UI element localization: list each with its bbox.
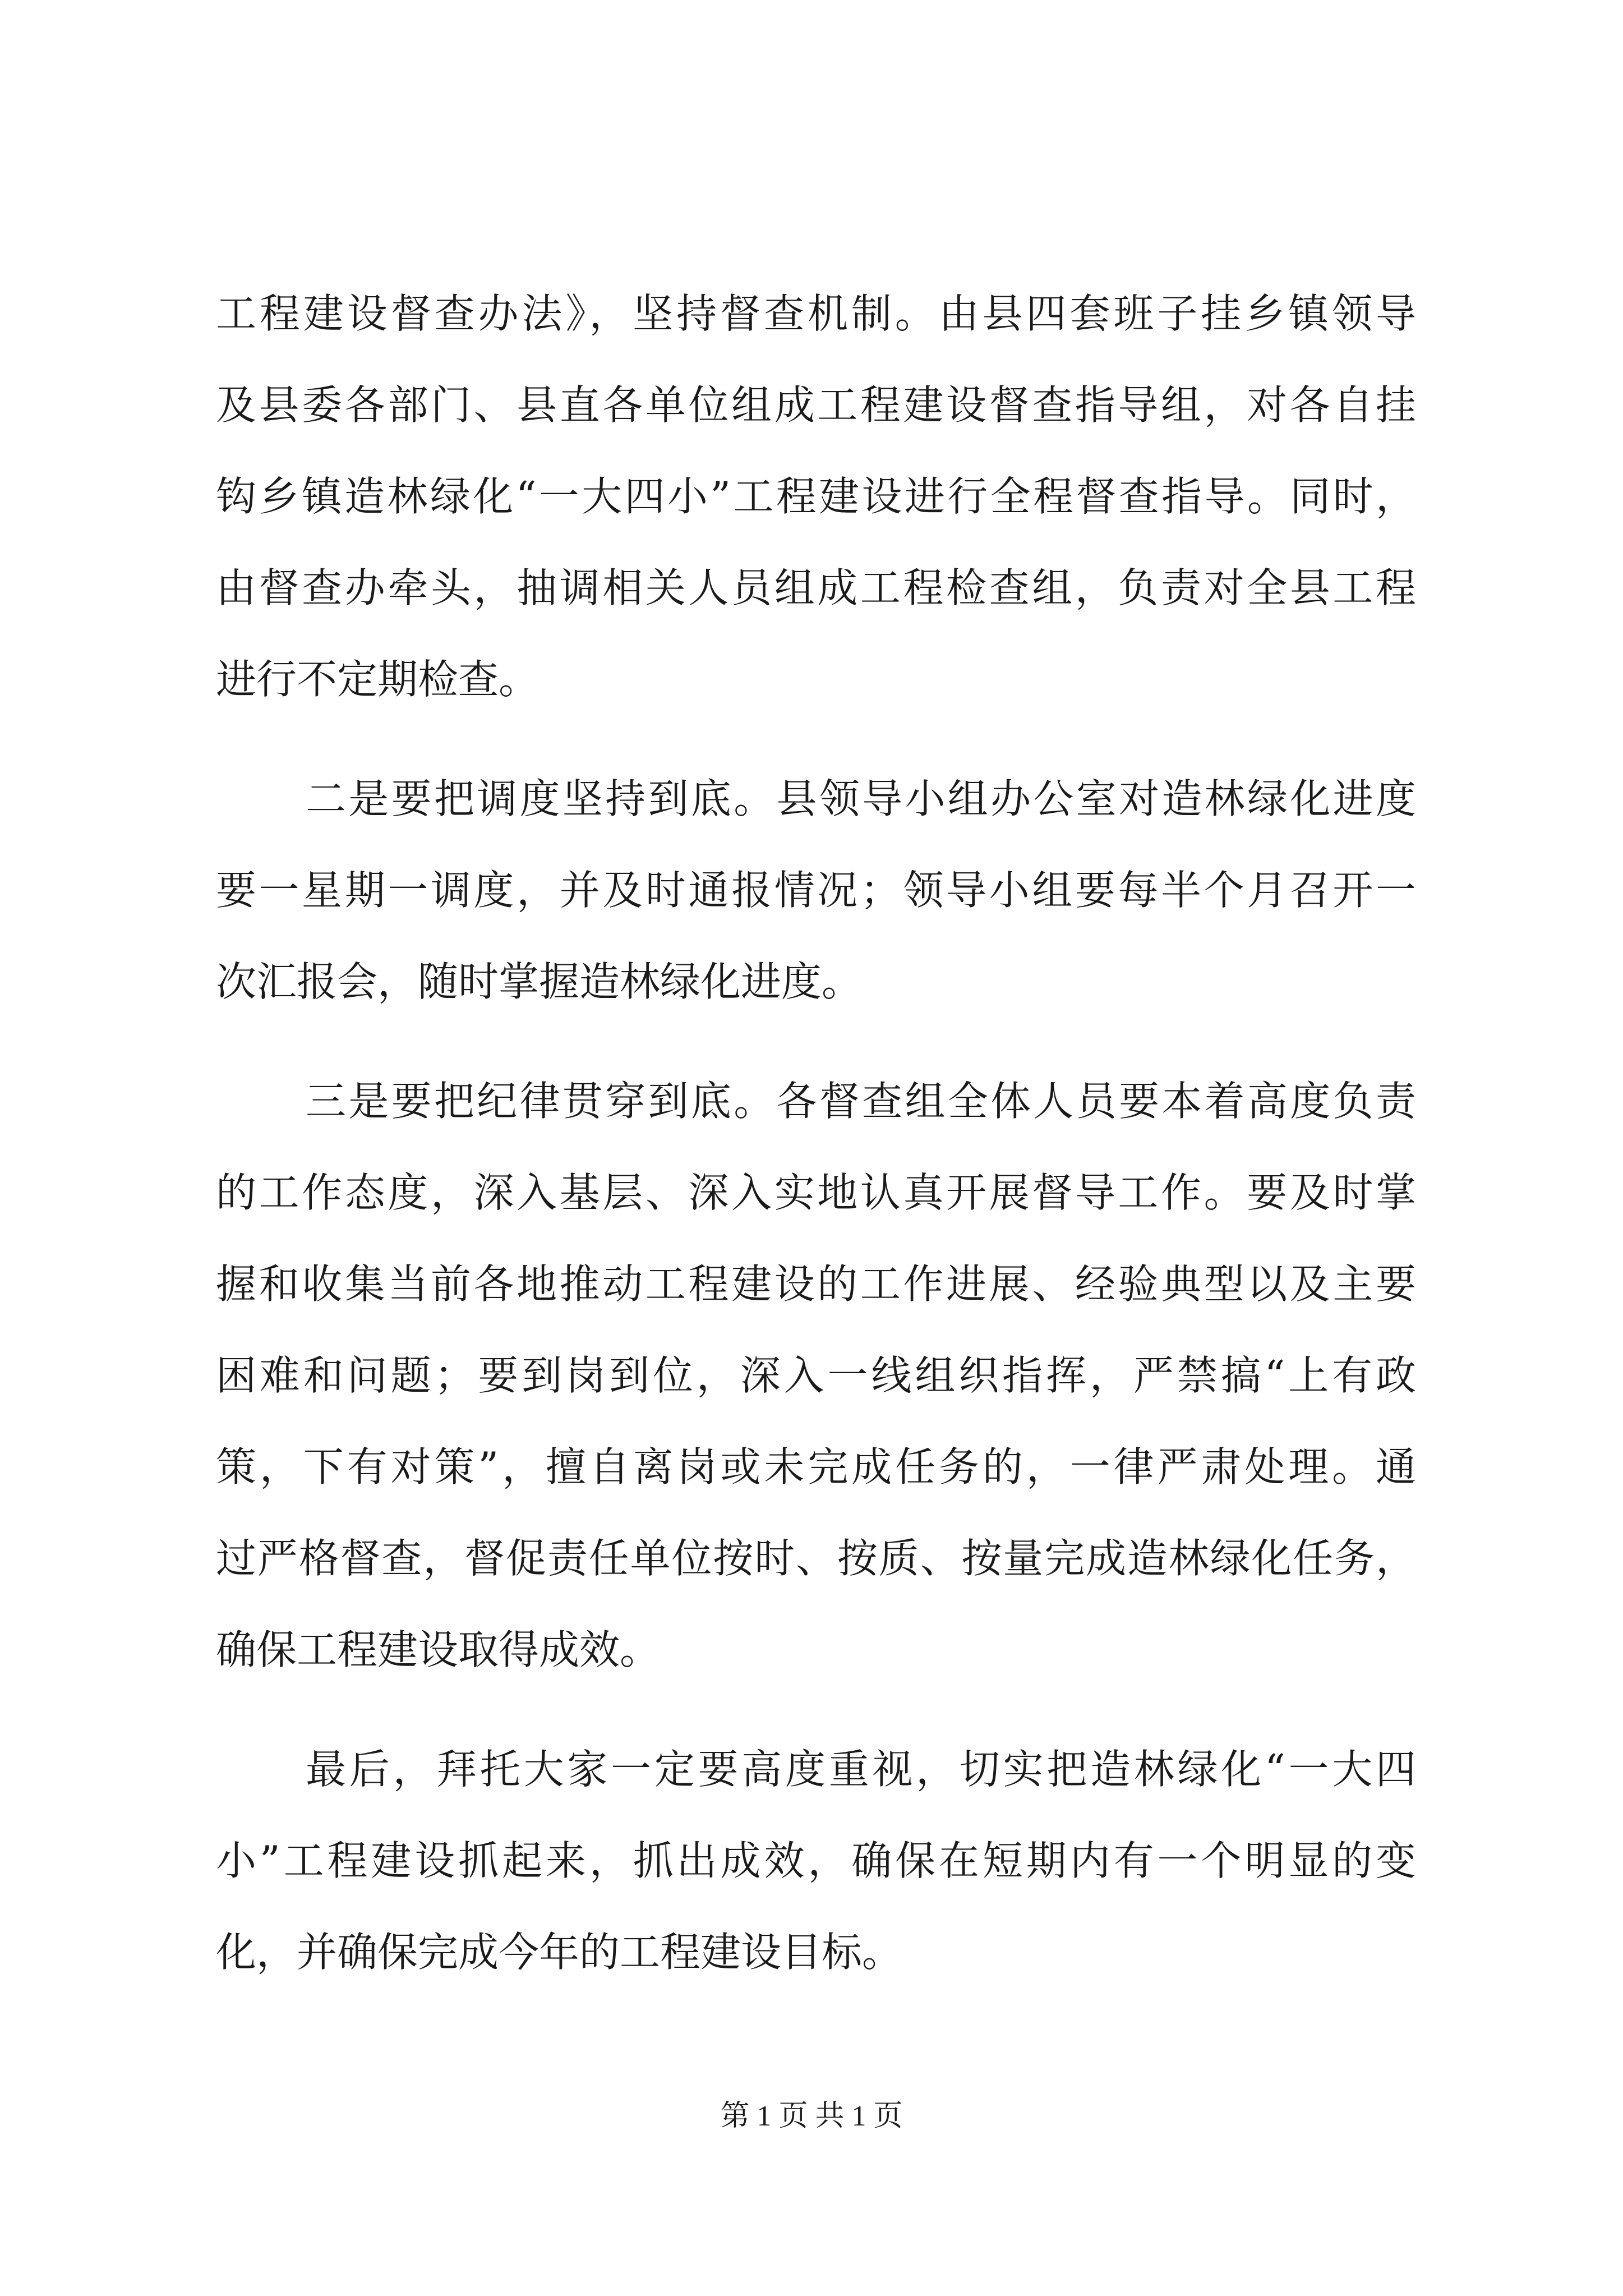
text-line: 二是要把调度坚持到底。县领导小组办公室对造林绿化进度	[306, 775, 1416, 822]
paragraph-supervision-mechanism	[216, 268, 1416, 725]
text-line: 及县委各部门、县直各单位组成工程建设督查指导组，对各自挂	[216, 381, 1416, 429]
text-line: 次汇报会，随时掌握造林绿化进度。	[216, 958, 863, 1005]
text-line: 钩乡镇造林绿化“一大四小”工程建设进行全程督查指导。同时，	[216, 473, 1416, 520]
document-body	[216, 268, 1416, 1998]
text-line: 困难和问题；要到岗到位，深入一线组织指挥，严禁搞“上有政	[216, 1352, 1416, 1399]
text-line: 的工作态度，深入基层、深入实地认真开展督导工作。要及时掌	[216, 1169, 1416, 1216]
paragraph-discipline	[216, 1056, 1416, 1696]
text-line: 要一星期一调度，并及时通报情况；领导小组要每半个月召开一	[216, 867, 1416, 914]
text-line: 策，下有对策”，擅自离岗或未完成任务的，一律严肃处理。通	[216, 1443, 1416, 1490]
text-line: 最后，拜托大家一定要高度重视，切实把造林绿化“一大四	[306, 1746, 1416, 1793]
text-line: 工程建设督查办法》，坚持督查机制。由县四套班子挂乡镇领导	[216, 290, 1416, 337]
text-line: 进行不定期检查。	[216, 656, 540, 703]
text-line: 由督查办牵头，抽调相关人员组成工程检查组，负责对全县工程	[216, 564, 1416, 611]
text-line: 小”工程建设抓起来，抓出成效，确保在短期内有一个明显的变	[216, 1837, 1416, 1884]
text-line: 确保工程建设取得成效。	[216, 1626, 661, 1673]
paragraph-scheduling	[216, 753, 1416, 1028]
text-line: 过严格督查，督促责任单位按时、按质、按量完成造林绿化任务，	[216, 1535, 1416, 1582]
page-number-footer: 第 1 页 共 1 页	[720, 2100, 903, 2132]
text-line: 三是要把纪律贯穿到底。各督查组全体人员要本着高度负责	[306, 1078, 1416, 1125]
text-line: 化，并确保完成今年的工程建设目标。	[216, 1929, 903, 1976]
text-line: 握和收集当前各地推动工程建设的工作进展、经验典型以及主要	[216, 1260, 1416, 1308]
paragraph-closing	[216, 1724, 1416, 1998]
